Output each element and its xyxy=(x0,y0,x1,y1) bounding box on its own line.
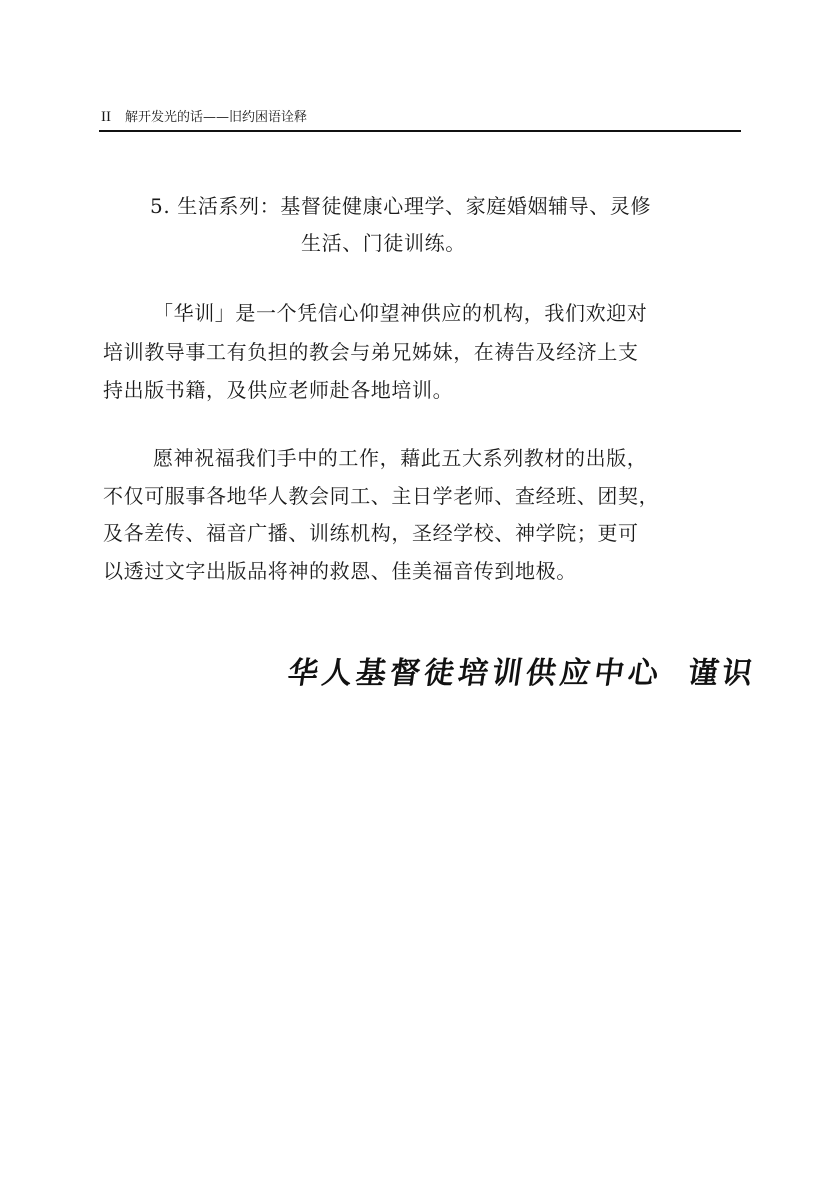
paragraph-1-line-2: 培训教导事工有负担的教会与弟兄姊妹，在祷告及经济上支 xyxy=(103,340,639,364)
paragraph-2-line-4: 以透过文字出版品将神的救恩、佳美福音传到地极。 xyxy=(103,559,577,583)
paragraph-2-line-3: 及各差传、福音广播、训练机构，圣经学校、神学院；更可 xyxy=(103,521,639,545)
page-number: II xyxy=(101,109,111,125)
paragraph-1-line-3: 持出版书籍，及供应老师赴各地培训。 xyxy=(103,378,454,402)
signature-closing: 谨识 xyxy=(685,656,759,691)
series-item-5-line-1: 5. 生活系列：基督徒健康心理学、家庭婚姻辅导、灵修 xyxy=(150,194,652,218)
series-item-5-line-2: 生活、门徒训练。 xyxy=(301,231,466,255)
signature xyxy=(285,654,759,694)
paragraph-2-line-2: 不仅可服事各地华人教会同工、主日学老师、查经班、团契， xyxy=(103,484,660,508)
header-rule xyxy=(99,130,741,132)
paragraph-2-line-1: 愿神祝福我们手中的工作，藉此五大系列教材的出版， xyxy=(153,446,648,470)
book-title: 解开发光的话——旧约困语诠释 xyxy=(125,110,308,125)
running-head xyxy=(101,108,741,130)
signature-organization: 华人基督徒培训供应中心 xyxy=(285,656,665,691)
paragraph-1-line-1: 「华训」是一个凭信心仰望神供应的机构，我们欢迎对 xyxy=(153,301,648,325)
